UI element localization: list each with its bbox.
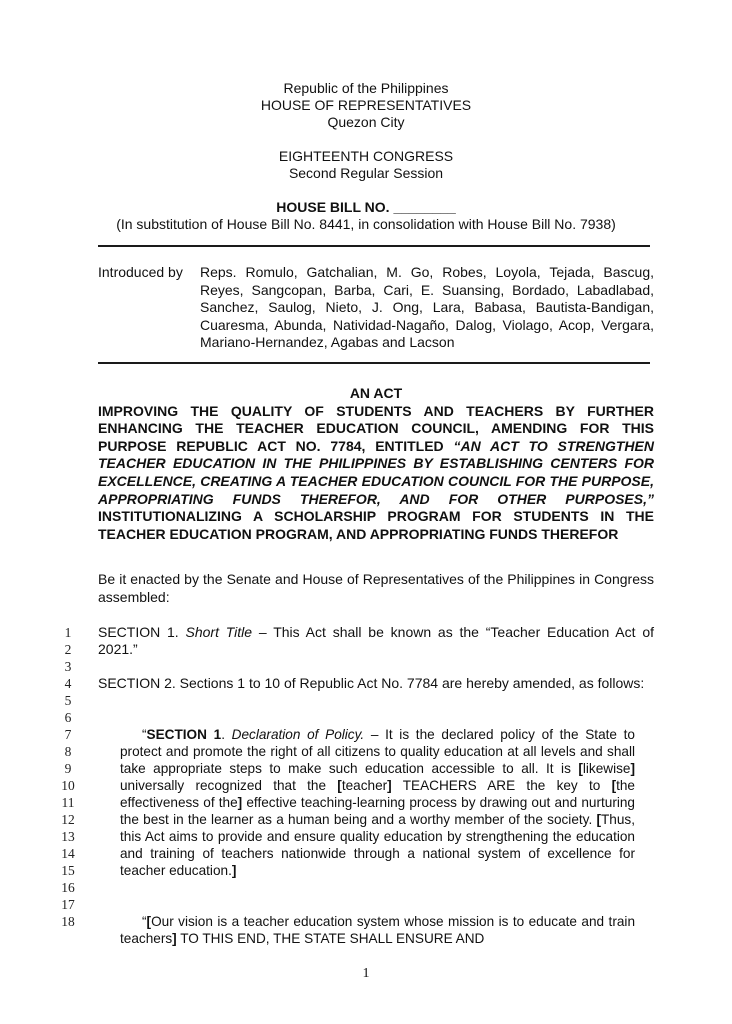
deleted-text: teacher — [341, 778, 388, 793]
deleted-text: likewise — [582, 761, 631, 776]
section-1-title: Short Title — [185, 624, 253, 640]
deletion-bracket: [ — [611, 778, 617, 793]
policy-text: – It is the declared policy of the State to protect and promote the right of all citizens to quality education at all levels and shall take appropriate steps to make such education accessible to all. It is — [120, 727, 635, 776]
divider-top — [98, 245, 650, 247]
deleted-text: Our vision is a teacher education system whose mission is to educate and train teachers — [120, 914, 635, 946]
deletion-bracket: ] — [387, 778, 392, 793]
act-heading: AN ACT — [349, 385, 403, 401]
deletion-bracket: ] — [231, 863, 237, 878]
enacting-clause: Be it enacted by the Senate and House of Representatives of the Philippines in Congress assembled: — [98, 571, 654, 605]
line-number: 9 — [64, 761, 72, 776]
deletion-bracket: [ — [578, 761, 583, 776]
deleted-text: Thus, this Act aims to provide and ensure quality education by strengthening the education and training of teachers nationwide through a national system of excellence for teacher education. — [120, 812, 635, 878]
line-number: 11 — [61, 795, 75, 810]
line-number: 6 — [64, 710, 72, 725]
line-number: 18 — [61, 914, 75, 929]
introduced-by — [98, 264, 654, 352]
deletion-bracket: ] — [237, 795, 243, 810]
act-title — [98, 385, 654, 543]
amended-section-1 — [120, 726, 635, 879]
line-number: 17 — [61, 897, 75, 912]
line-number: 14 — [61, 846, 75, 861]
inserted-text: TEACHERS ARE the key to — [391, 778, 612, 793]
amended-section-title: Declaration of Policy. — [231, 727, 365, 742]
line-number: 8 — [64, 744, 72, 759]
header-republic: Republic of the Philippines — [283, 80, 449, 96]
substitution-note: (In substitution of House Bill No. 8441, in consolidation with House Bill No. 7938) — [116, 216, 616, 232]
amended-section-label: SECTION 1 — [146, 727, 222, 742]
line-number: 12 — [61, 812, 75, 827]
header-congress: EIGHTEENTH CONGRESS — [278, 148, 454, 164]
introduced-label: Introduced by — [98, 264, 183, 280]
separator: . — [221, 727, 232, 742]
header-city: Quezon City — [327, 114, 405, 130]
section-1-text: – This Act shall be known as the “Teacher Education Act of 2021.” — [98, 624, 655, 657]
deletion-bracket: ] — [172, 931, 177, 946]
line-number: 16 — [61, 880, 75, 895]
page-number: 1 — [362, 966, 370, 981]
header-session: Second Regular Session — [288, 165, 444, 181]
deletion-bracket: [ — [337, 778, 342, 793]
open-quote: “ — [142, 727, 147, 742]
line-number: 7 — [64, 727, 72, 742]
act-long-title — [98, 403, 654, 544]
deletion-bracket: ] — [630, 761, 635, 776]
section-2-amendment: SECTION 2. Sections 1 to 10 of Republic Act No. 7784 are hereby amended, as follows: — [98, 675, 645, 691]
policy-text: universally recognized that the — [120, 778, 338, 793]
header-house: HOUSE OF REPRESENTATIVES — [260, 97, 472, 113]
bill-number: HOUSE BILL NO. ________ — [276, 199, 456, 215]
title-amended-act: “AN ACT TO STRENGTHEN TEACHER EDUCATION IN THE PHILIPPINES BY ESTABLISHING CENTERS FOR EXCELLENCE, CREATING A TEACHER EDUCATION COUNCIL FOR THE PURPOSE, APPROPRIATING FUNDS THEREFOR, AND FOR OTHER PURPOSES,” — [98, 437, 654, 507]
line-number: 2 — [64, 642, 72, 657]
policy-text: effective teaching-learning process by drawing out and nurturing the best in the learner as a human being and a worthy member of the society. — [120, 795, 635, 827]
inserted-text: TO THIS END, THE STATE SHALL ENSURE AND — [176, 931, 485, 946]
deletion-bracket: [ — [146, 914, 152, 929]
deletion-bracket: [ — [596, 812, 601, 827]
title-part-1: IMPROVING THE QUALITY OF STUDENTS AND TEACHERS BY FURTHER ENHANCING THE TEACHER EDUCATION COUNCIL, AMENDING FOR THIS PURPOSE REPUBLIC ACT NO. 7784, ENTITLED — [98, 402, 654, 454]
line-number: 15 — [61, 863, 75, 878]
line-number: 5 — [64, 693, 72, 708]
section-1-label: SECTION 1. — [98, 624, 186, 640]
authors-list: Reps. Romulo, Gatchalian, M. Go, Robes, Loyola, Tejada, Bascug, Reyes, Sangcopan, Barba, Cari, E. Suansing, Bordado, Labadlabad, Sanchez, Saulog, Nieto, J. Ong, Lara, Babasa, Bautista-Bandigan, Cuaresma, Abunda, Natividad-Nagaño, Dalog, Violago, Acop, Vergara, Mariano-Hernandez, Agabas and Lacson — [200, 264, 654, 350]
divider-bottom — [98, 362, 650, 364]
line-number: 10 — [61, 778, 75, 793]
vision-paragraph — [120, 913, 635, 947]
line-number: 13 — [61, 829, 75, 844]
line-number: 1 — [64, 625, 72, 640]
line-number: 3 — [64, 659, 72, 674]
line-number: 4 — [64, 676, 72, 691]
deleted-text: the effectiveness of the — [120, 778, 635, 810]
open-quote: “ — [142, 914, 147, 929]
title-part-2: INSTITUTIONALIZING A SCHOLARSHIP PROGRAM FOR STUDENTS IN THE TEACHER EDUCATION PROGRAM, AND APPROPRIATING FUNDS THEREFOR — [98, 508, 654, 542]
section-1-short-title — [98, 624, 654, 658]
